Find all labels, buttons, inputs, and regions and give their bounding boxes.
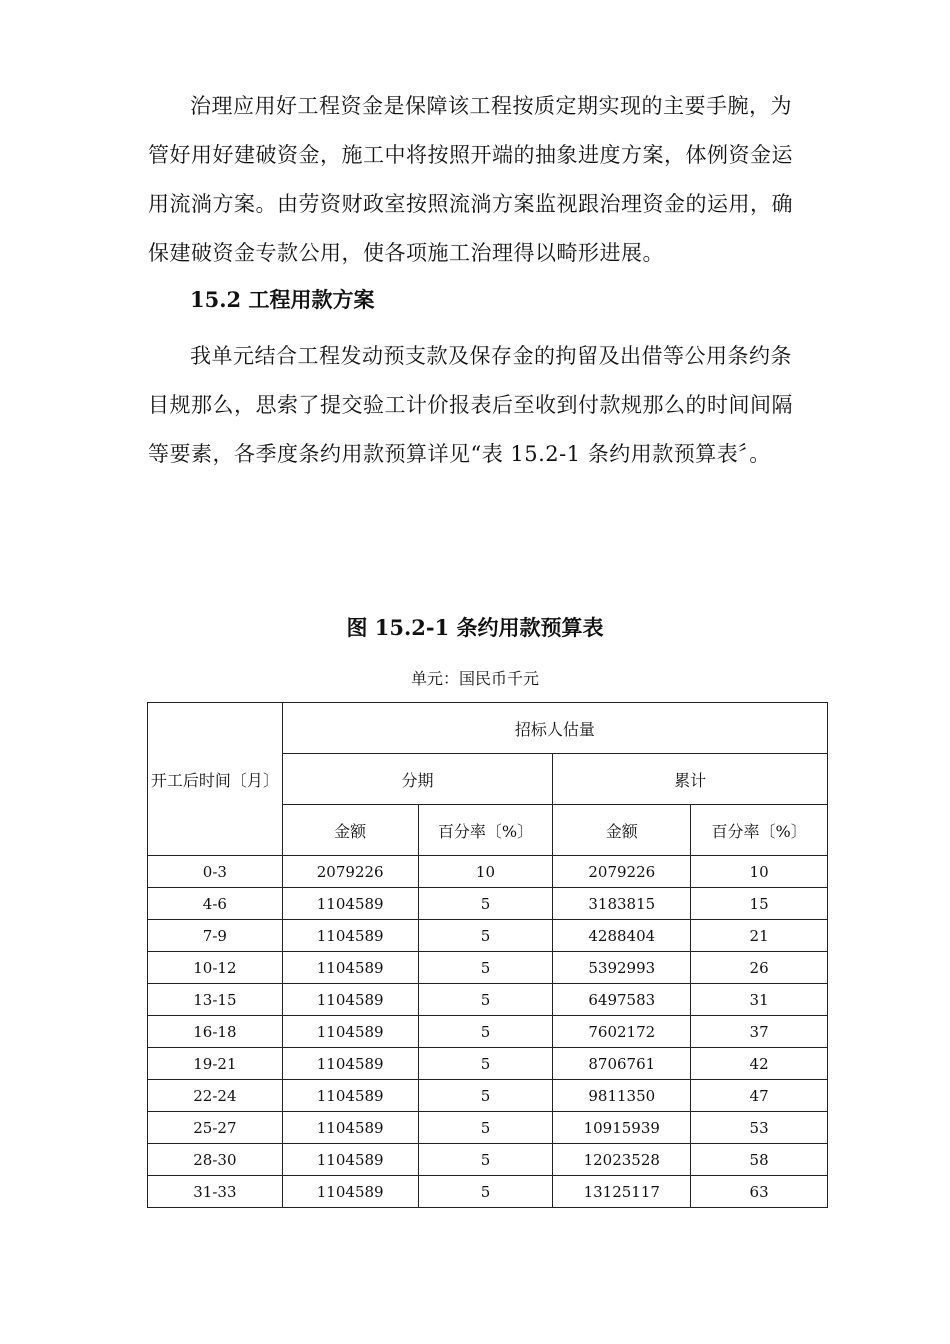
table-row	[148, 1048, 828, 1080]
header-period: 分期	[282, 754, 553, 805]
header-cumulative: 累计	[553, 754, 828, 805]
cell-period-amount: 1104589	[282, 1016, 418, 1048]
cell-cumulative-percent: 31	[691, 984, 828, 1016]
cell-cumulative-amount: 3183815	[553, 888, 691, 920]
cell-cumulative-percent: 21	[691, 920, 828, 952]
table-row	[148, 1016, 828, 1048]
cell-time: 7-9	[148, 920, 283, 952]
cell-period-amount: 1104589	[282, 1176, 418, 1208]
table-row	[148, 856, 828, 888]
cell-period-percent: 5	[418, 1048, 553, 1080]
table-caption: 图 15.2-1 条约用款预算表	[346, 615, 604, 640]
cell-period-percent: 5	[418, 984, 553, 1016]
table-row	[148, 920, 828, 952]
cell-cumulative-percent: 58	[691, 1144, 828, 1176]
cell-cumulative-amount: 5392993	[553, 952, 691, 984]
cell-period-percent: 5	[418, 888, 553, 920]
table-row	[148, 1176, 828, 1208]
table-row	[148, 888, 828, 920]
cell-cumulative-percent: 37	[691, 1016, 828, 1048]
cell-cumulative-percent: 15	[691, 888, 828, 920]
cell-period-amount: 1104589	[282, 952, 418, 984]
table-row	[148, 1080, 828, 1112]
cell-period-amount: 1104589	[282, 1112, 418, 1144]
cell-cumulative-amount: 8706761	[553, 1048, 691, 1080]
cell-time: 19-21	[148, 1048, 283, 1080]
cell-time: 0-3	[148, 856, 283, 888]
cell-cumulative-percent: 26	[691, 952, 828, 984]
header-estimate: 招标人估量	[282, 703, 827, 754]
table-row	[148, 952, 828, 984]
cell-period-amount: 1104589	[282, 888, 418, 920]
cell-cumulative-amount: 10915939	[553, 1112, 691, 1144]
cell-period-percent: 5	[418, 1112, 553, 1144]
cell-period-percent: 5	[418, 920, 553, 952]
cell-period-amount: 1104589	[282, 1144, 418, 1176]
cell-time: 4-6	[148, 888, 283, 920]
cell-time: 13-15	[148, 984, 283, 1016]
cell-cumulative-amount: 9811350	[553, 1080, 691, 1112]
cell-period-percent: 5	[418, 1176, 553, 1208]
cell-time: 10-12	[148, 952, 283, 984]
header-period-amount: 金额	[282, 805, 418, 856]
cell-period-percent: 5	[418, 1016, 553, 1048]
cell-cumulative-amount: 2079226	[553, 856, 691, 888]
cell-time: 22-24	[148, 1080, 283, 1112]
header-cumulative-percent: 百分率〔%〕	[691, 805, 828, 856]
cell-cumulative-amount: 4288404	[553, 920, 691, 952]
cell-cumulative-percent: 42	[691, 1048, 828, 1080]
header-cumulative-amount: 金额	[553, 805, 691, 856]
paragraph-fund-management: 治理应用好工程资金是保障该工程按质定期实现的主要手腕，为管好用好建破资金，施工中将按照开端的抽象进度方案，体例资金运用流淌方案。由劳资财政室按照流淌方案监视跟治理资金的运用，确保建破资金专款公用，使各项施工治理得以畸形进展。	[148, 94, 793, 265]
cell-cumulative-amount: 12023528	[553, 1144, 691, 1176]
header-period-percent: 百分率〔%〕	[418, 805, 553, 856]
section-heading: 15.2 工程用款方案	[190, 287, 375, 312]
cell-period-percent: 5	[418, 952, 553, 984]
cell-time: 28-30	[148, 1144, 283, 1176]
cell-time: 31-33	[148, 1176, 283, 1208]
cell-time: 25-27	[148, 1112, 283, 1144]
cell-period-amount: 2079226	[282, 856, 418, 888]
cell-cumulative-percent: 63	[691, 1176, 828, 1208]
cell-cumulative-amount: 7602172	[553, 1016, 691, 1048]
cell-period-amount: 1104589	[282, 920, 418, 952]
table-row	[148, 1112, 828, 1144]
header-time: 开工后时间〔月〕	[148, 703, 283, 856]
cell-cumulative-amount: 6497583	[553, 984, 691, 1016]
cell-cumulative-percent: 10	[691, 856, 828, 888]
table-unit: 单元：国民币千元	[410, 669, 539, 688]
paragraph-payment-plan: 我单元结合工程发动预支款及保存金的拘留及出借等公用条约条目规那么，思索了提交验工计价报表后至收到付款规那么的时间间隔等要素，各季度条约用款预算详见“表 15.2-1 条约用款预算表〞。	[148, 344, 793, 466]
cell-period-percent: 5	[418, 1080, 553, 1112]
cell-period-percent: 5	[418, 1144, 553, 1176]
cell-period-amount: 1104589	[282, 984, 418, 1016]
cell-time: 16-18	[148, 1016, 283, 1048]
cell-period-percent: 10	[418, 856, 553, 888]
cell-cumulative-amount: 13125117	[553, 1176, 691, 1208]
budget-table	[147, 702, 828, 1208]
table-row	[148, 984, 828, 1016]
table-row	[148, 1144, 828, 1176]
cell-cumulative-percent: 47	[691, 1080, 828, 1112]
cell-period-amount: 1104589	[282, 1048, 418, 1080]
cell-cumulative-percent: 53	[691, 1112, 828, 1144]
cell-period-amount: 1104589	[282, 1080, 418, 1112]
